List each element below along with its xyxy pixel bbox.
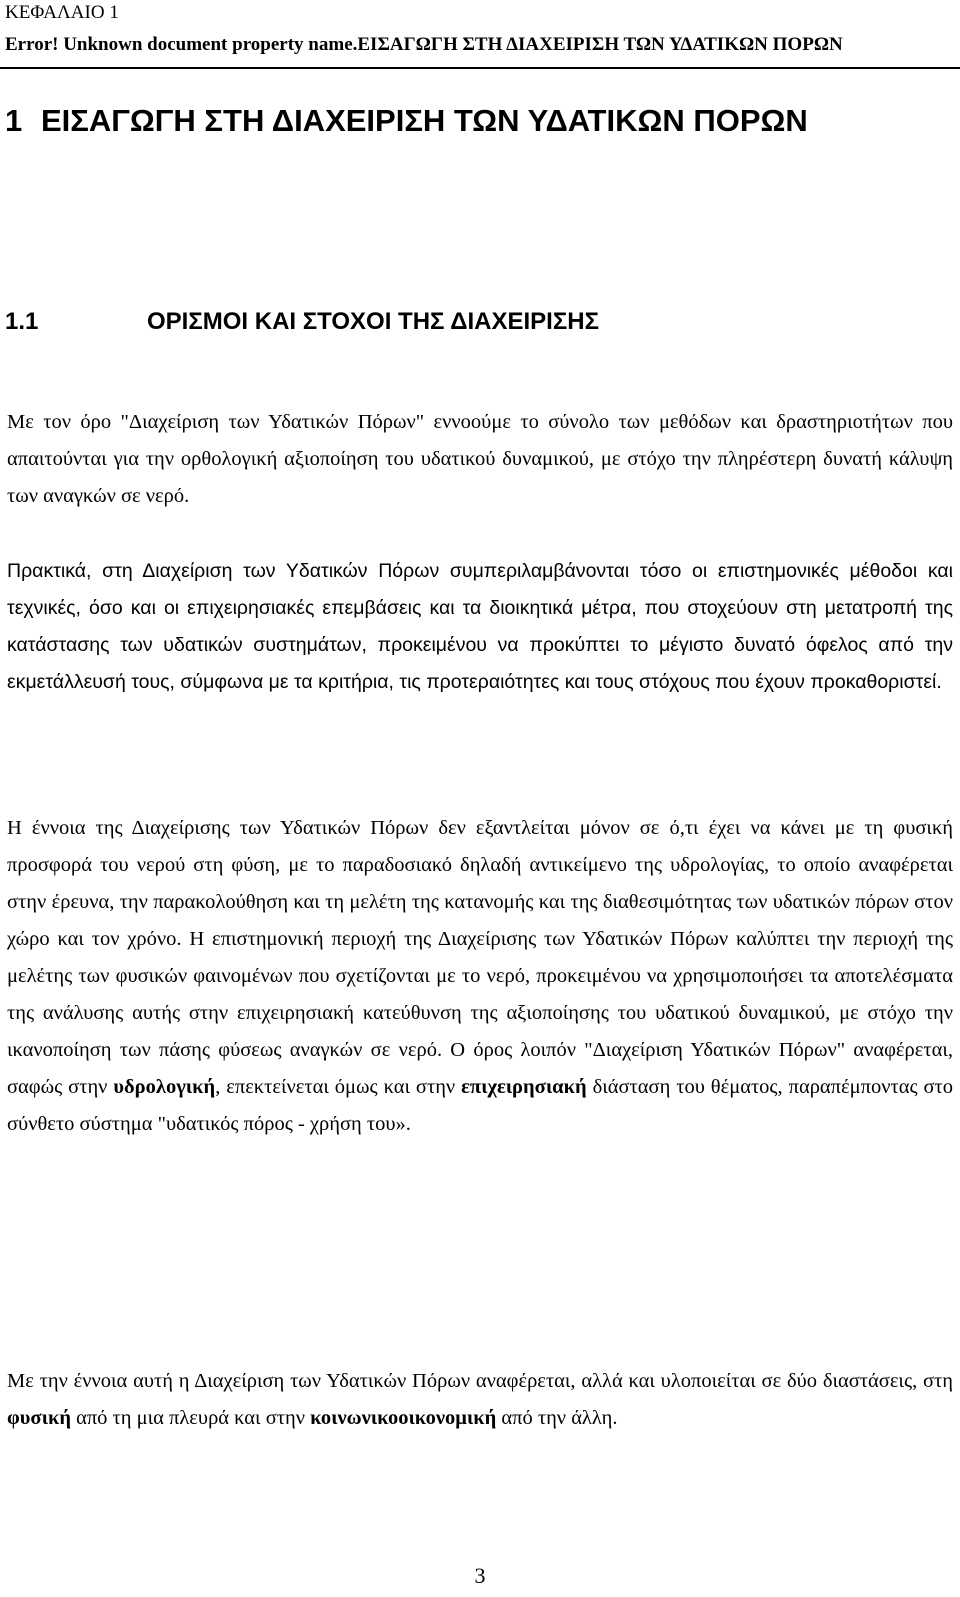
section-heading-1-1 — [5, 307, 599, 337]
heading-2-number: 1.1 — [5, 308, 39, 335]
bold-term-physical: φυσική — [7, 1407, 71, 1429]
paragraph-practice: Πρακτικά, στη Διαχείριση των Υδατικών Πόρων συμπεριλαμβάνονται τόσο οι επιστημονικές μέθοδοι και τεχνικές, όσο και οι επιχειρησιακές επεμβάσεις και τα διοικητικά μέτρα, που στοχεύουν στη μετατροπή της κατάστασης των υδατικών συστημάτων, προκειμένου να προκύπτει το μέγιστο δυνατό όφελος από την εκμετάλλευσή τους, σύμφωνα με τα κριτήρια, τις προτεραιότητες και τους στόχους που έχουν προκαθοριστεί. — [7, 560, 953, 693]
heading-1-text: ΕΙΣΑΓΩΓΗ ΣΤΗ ΔΙΑΧΕΙΡΙΣΗ ΤΩΝ ΥΔΑΤΙΚΩΝ ΠΟΡΩΝ — [41, 103, 808, 138]
bold-term-socioeconomic: κοινωνικοοικονομική — [310, 1407, 497, 1429]
paragraph-text: διάσταση του θέματος, παραπέμποντας στο σύνθετο σύστημα "υδατικός πόρος - χρήση του». — [7, 1076, 954, 1135]
header-chapter-label: ΚΕΦΑΛΑΙΟ 1 — [5, 2, 119, 23]
paragraph-concept — [7, 810, 953, 1143]
heading-2-text: ΟΡΙΣΜΟΙ ΚΑΙ ΣΤΟΧΟΙ ΤΗΣ ΔΙΑΧΕΙΡΙΣΗΣ — [147, 308, 599, 335]
bold-term-hydrologic: υδρολογική — [113, 1076, 216, 1098]
heading-1-number: 1 — [5, 103, 23, 138]
header-running-title: Error! Unknown document property name.ΕΙΣΑΓΩΓΗ ΣΤΗ ΔΙΑΧΕΙΡΙΣΗ ΤΩΝ ΥΔΑΤΙΚΩΝ ΠΟΡΩΝ — [5, 34, 843, 55]
bold-term-operational: επιχειρησιακή — [461, 1076, 587, 1098]
page-number: 3 — [474, 1563, 486, 1588]
paragraph-text: Η έννοια της Διαχείρισης των Υδατικών Πόρων δεν εξαντλείται μόνον σε ό,τι έχει να κάνει με τη φυσική προσφορά του νερού στη φύση, με το παραδοσιακό δηλαδή αντικείμενο της υδρολογίας, το οποίο αναφέρεται στην έρευνα, την παρακολούθηση και τη μελέτη της κατανομής και της διαθεσιμότητας των υδατικών πόρων στον χώρο και τον χρόνο. Η επιστημονική περιοχή της Διαχείρισης των Υδατικών Πόρων καλύπτει την περιοχή της μελέτης των φυσικών φαινομένων που σχετίζονται με το νερό, προκειμένου να χρησιμοποιήσει τα αποτελέσματα της ανάλυσης αυτής στην επιχειρησιακή κατεύθυνση της αξιοποίησης του υδατικού δυναμικού, με στόχο την ικανοποίηση των πάσης φύσεως αναγκών σε νερό. Ο όρος λοιπόν "Διαχείριση Υδατικών Πόρων" αναφέρεται, σαφώς στην — [7, 817, 953, 1098]
paragraph-definition: Με τον όρο "Διαχείριση των Υδατικών Πόρων" εννοούμε το σύνολο των μεθόδων και δραστηριοτήτων που απαιτούνται για την ορθολογική αξιοποίηση του υδατικού δυναμικού, με στόχο την πληρέστερη δυνατή κάλυψη των αναγκών σε νερό. — [7, 411, 953, 507]
paragraph-text: από τη μια πλευρά και στην — [76, 1407, 305, 1429]
section-heading-1 — [5, 102, 808, 140]
paragraph-text: , επεκτείνεται όμως και στην — [215, 1076, 456, 1098]
paragraph-text: από την άλλη. — [501, 1407, 618, 1429]
paragraph-dimensions — [7, 1363, 953, 1437]
header-divider — [0, 67, 960, 69]
paragraph-text: Με την έννοια αυτή η Διαχείριση των Υδατικών Πόρων αναφέρεται, αλλά και υλοποιείται σε δύο διαστάσεις, στη — [7, 1370, 953, 1392]
